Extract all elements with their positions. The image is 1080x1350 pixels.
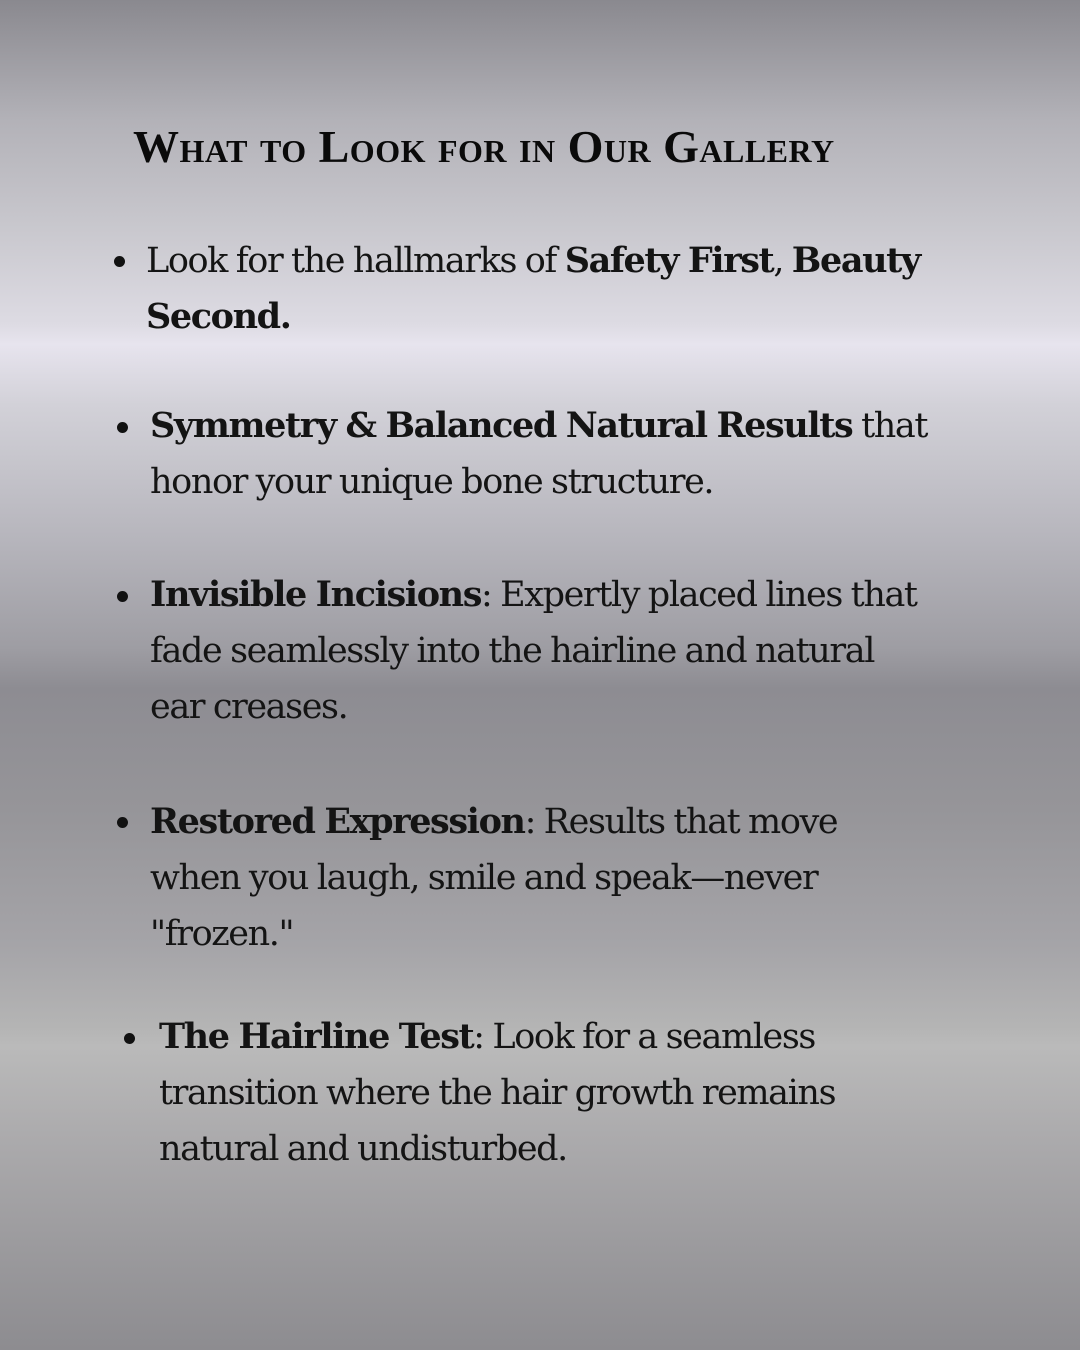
list-item [150, 398, 1020, 510]
body-text: transition where the hair growth remains [159, 1073, 836, 1113]
bullet-dot-icon [117, 422, 128, 433]
emphasis-text: Symmetry & Balanced Natural Results [150, 405, 853, 446]
emphasis-text: Second. [146, 296, 291, 337]
body-text: when you laugh, smile and speak—never [150, 858, 818, 898]
bullet-dot-icon [114, 256, 125, 267]
emphasis-text: The Hairline Test [159, 1016, 474, 1057]
page-title: What to Look for in Our Gallery [133, 121, 835, 172]
emphasis-text: Invisible Incisions [150, 574, 481, 615]
bullet-dot-icon [124, 1033, 135, 1044]
emphasis-text: Restored Expression [150, 801, 525, 842]
body-text: : Expertly placed lines that [481, 575, 917, 615]
bullet-dot-icon [117, 817, 128, 828]
body-text: ear creases. [150, 687, 348, 727]
body-text: natural and undisturbed. [159, 1129, 567, 1169]
body-text: that [852, 406, 928, 446]
body-text: fade seamlessly into the hairline and natural [150, 631, 875, 671]
emphasis-text: Safety First [564, 240, 774, 281]
bullet-dot-icon [117, 591, 128, 602]
list-item [159, 1009, 1029, 1177]
list-item [146, 233, 996, 345]
body-text: , [773, 241, 792, 281]
list-item [150, 794, 1020, 962]
emphasis-text: Beauty [791, 240, 920, 281]
list-item [150, 567, 1030, 735]
body-text: "frozen." [150, 914, 294, 954]
body-text: : Results that move [524, 802, 838, 842]
body-text: : Look for a seamless [473, 1017, 815, 1057]
body-text: Look for the hallmarks of [146, 241, 565, 281]
body-text: honor your unique bone structure. [150, 462, 714, 502]
